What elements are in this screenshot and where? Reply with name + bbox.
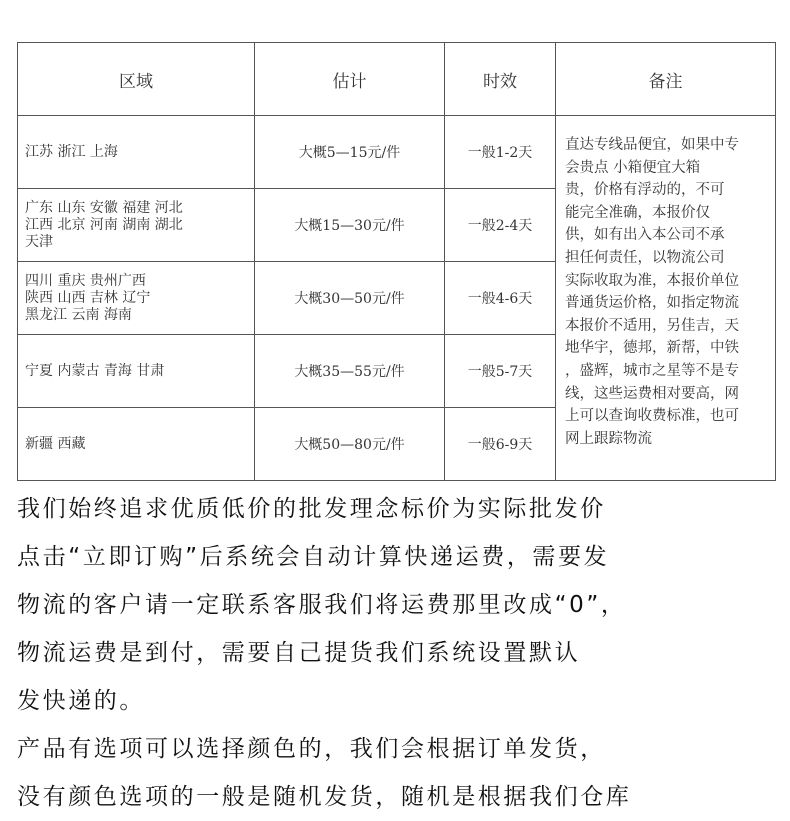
region-cell: 新疆 西藏 [18, 408, 255, 481]
time-cell: 一般2-4天 [445, 189, 556, 262]
time-cell: 一般4-6天 [445, 262, 556, 335]
region-cell: 江苏 浙江 上海 [18, 116, 255, 189]
header-remark: 备注 [556, 43, 776, 116]
price-cell: 大概50—80元/件 [255, 408, 445, 481]
top-blank-band [0, 0, 790, 38]
header-region: 区域 [18, 43, 255, 116]
header-delivery-time: 时效 [445, 43, 556, 116]
price-cell: 大概15—30元/件 [255, 189, 445, 262]
note-line: 点击“立即订购”后系统会自动计算快递运费，需要发 [17, 544, 610, 570]
note-line: 发快递的。 [17, 688, 145, 714]
region-cell: 宁夏 内蒙古 青海 甘肃 [18, 335, 255, 408]
note-line: 没有颜色选项的一般是随机发货，随机是根据我们仓库 [17, 784, 632, 810]
price-cell: 大概35—55元/件 [255, 335, 445, 408]
remark-cell: 直达专线品便宜，如果中专 会贵点 小箱便宜大箱 贵，价格有浮动的，不可 能完全准确，本报价仅 供，如有出入本公司不承 担任何责任，以物流公司 实际收取为准，本报价单位 普通货运价格，如指定物流 本报价不适用，另佳吉，天 地华宇，德邦，新帮，中铁 ，盛辉，城市之星等不是专 线，这些运费相对要高，网 上可以查询收费标准，也可 网上跟踪物流 [556, 116, 776, 481]
price-cell: 大概30—50元/件 [255, 262, 445, 335]
time-cell: 一般6-9天 [445, 408, 556, 481]
table-row [18, 116, 776, 189]
header-estimate: 估计 [255, 43, 445, 116]
note-line: 产品有选项可以选择颜色的，我们会根据订单发货， [17, 736, 606, 762]
price-cell: 大概5—15元/件 [255, 116, 445, 189]
note-line: 我们始终追求优质低价的批发理念标价为实际批发价 [17, 496, 606, 522]
region-cell: 广东 山东 安徽 福建 河北 江西 北京 河南 湖南 湖北 天津 [18, 189, 255, 262]
time-cell: 一般5-7天 [445, 335, 556, 408]
region-cell: 四川 重庆 贵州广西 陕西 山西 吉林 辽宁 黑龙江 云南 海南 [18, 262, 255, 335]
note-line: 物流运费是到付，需要自己提货我们系统设置默认 [17, 640, 581, 666]
shipping-rate-table [17, 42, 776, 481]
shipping-notes [17, 485, 787, 821]
table-header-row [18, 43, 776, 116]
time-cell: 一般1-2天 [445, 116, 556, 189]
note-line: 物流的客户请一定联系客服我们将运费那里改成“0”， [17, 592, 627, 618]
